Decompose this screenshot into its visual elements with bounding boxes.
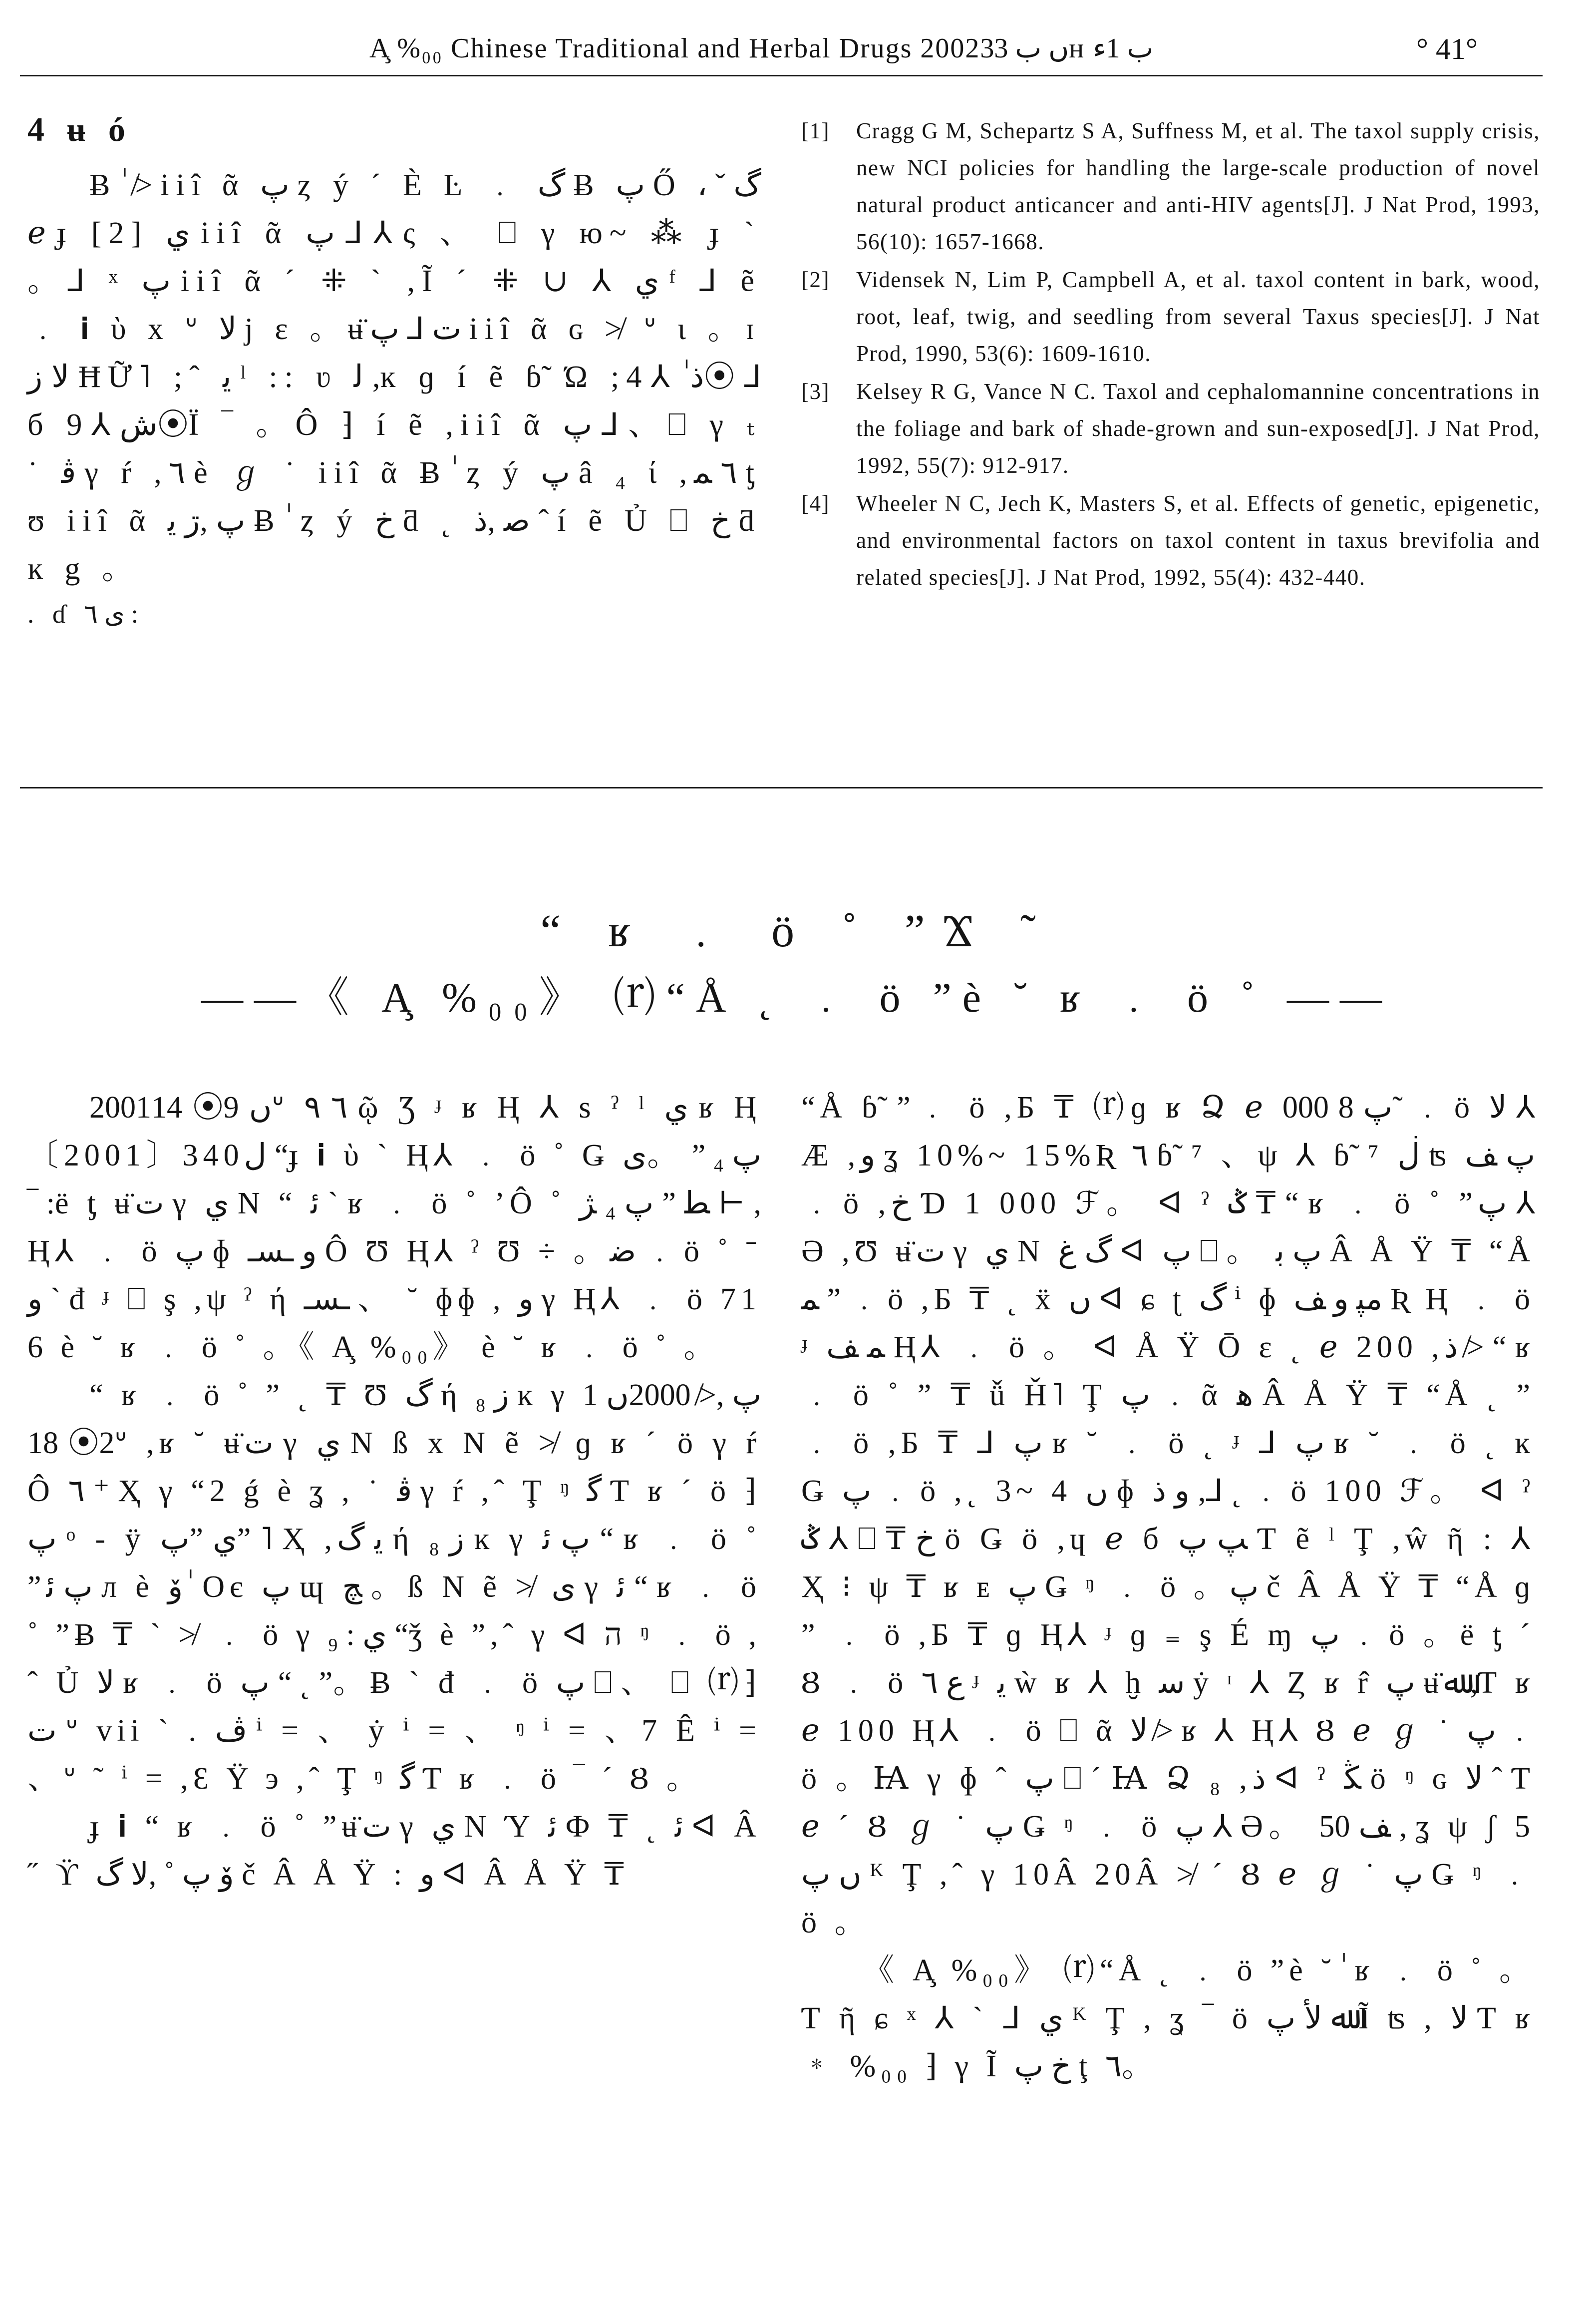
article-subtitle: ——《 A̧ %₀₀》 ⒭“Å ˛ ﹒ ö ”è ˘ ʁ ﹒ ö ˚ ——	[201, 975, 1393, 1021]
reference-item	[801, 112, 1540, 260]
reference-number: [2]	[801, 267, 830, 292]
body-paragraph: ɟ 𝐢 “ ʁ ﹒ ö ˚ ”ʉ̈ت γ ي N Ύ ﺋ Ф ₸ ˛ ﺋ ᐊ Â ˝ ϔ ﯙ پ ˚ ,ﻻ گ č Â Å Ÿ : ﻭ ᐊ Â Å Ÿ ₸	[27, 1810, 761, 1892]
section-heading: 4 ʉ ó	[27, 110, 132, 148]
reference-number: [1]	[801, 118, 830, 143]
reference-text: Kelsey R G, Vance N C. Taxol and cephalomannine concentrations in the foliage and bark of shade-grown and sun-exposed[J]. J Nat Prod, 1992, 55(7): 912-917.	[856, 379, 1540, 478]
reference-item	[801, 485, 1540, 596]
reference-number: [3]	[801, 379, 830, 404]
reference-text: Cragg G M, Schepartz S A, Suffness M, et al. The taxol supply crisis, new NCI policies for handling the large-scale production of novel natural product anticancer and anti-HIV agents[J]. J Nat Prod, 1993, 56(10): 1657-1668.	[856, 118, 1540, 254]
reference-number: [4]	[801, 491, 830, 516]
body-paragraph: “Å ɓ̃ ”﹒ ö ,Ƃ ₸ ⒭ɡ ʁ Ձ ℯ پ 8 000˜ ﹒ ö ﻻ ⅄ Æ ,ﻭ ʓ 10%~ 15%Ʀ ٦ ɓ̃ ⁷ 、ψ ⅄ ɓ̃ ⁷ ڶ ʦ پ ﻒ ﹒ ö ,خ Ɗ 1 000 ℱ。 ᐊ ˀ ݣ ₸ “ ʁ ﹒ ö ˚ ”پ ⅄ Ә ,Ʊ ʉ̈ت γ ي N گ ﻍ ᐊ پ ⎕ 。 ﭖ ﺑ Â Å Ÿ ₸ “Å ﻤ ” ﹒ ö ,Ƃ ₸ ˛ ẍ ں ᐊ ɕ ʈ گ ⁱ ɸ ﻣﭙ و ﻒ Ʀ Ⱨ ﹒ ö ᶡ ﻤ ﻒ Ⱨ⅄ ﹒ ö 。 ᐊ Å Ÿ Ō ɛ ˛ ℯ 200 ,ﺫ ≯ “ ʁ ﹒ ö ˚ ” ₸ ǚ Ȟ˥ Ţ پ ﹒ ᾶ ﮬ Â Å Ÿ ₸ “Å ˛ ” ﹒ ö ,Ƃ ₸ ⅃ پ ʁ ˘ ﹒ ö ˛ ᶡ ⅃ پ ʁ ˘ ﹒ ö ˛ ĸ Ǥ پ ﹒ ö ,˛ 3~ 4 ں ɸ و ﺫ ,⅃ ˛ ﹒ ö 100 ℱ。 ᐊ ˀ ݣ ⅄ ⎕ ₸ خ ö Ǥ ö ,ɥ ℯ б ﭗ پ Ƭ ẽ ˡ Ţ ,ŵ ῆ : ⅄ Ҳ ⁝ ψ ₸ ʁ ᴇ پ Ǥ ᵑ ﹒ ö 。ﭖ č Â Å Ÿ ₸ “Å ɡ ” ﹒ ö ,Ƃ ₸ ɡ Ⱨ⅄ ᶡ ɡ ₌ ş É ɱ پ ﹒ ö 。ё ƫ ˊ Ȣ ﹒ ö ع ٦ ᶡ ﯾ ẁ ʁ ⅄ ḫ ﺳ ẏ ᶦ ⅄ Ȥ ʁ r̂ پ ʉ̈ﷲ ,Ƭ ʁ ℯ 100 Ⱨ⅄ ﹒ ö ⎕ ᾶ ﻻ ≯ ʁ ⅄ Ⱨ⅄ Ȣ ℯ ℊ ˙ پ ﹒ ö 。Ꙗ γ ɸ ˆ پ ⎕ ˊ Ꙗ Ձ ₈ ,ﺫ ᐊ ˀ ﯖ ö ᵑ ɢ ﻻ ˆ Ƭ ℯ ˊ Ȣ ℊ ˙ پ Ǥ ᵑ ﹒ ö پ ⅄ Ә。 ﻒ 50 , ʓ ψ ʃ 5ں پ ᴷ Ţ ,ˆ γ 10Â 20Â ≯ ˊ Ȣ ℯ ℊ ˙ پ Ǥ ᵑ ﹒ ö 。	[801, 1091, 1536, 1939]
body-paragraph: 2001ں 9⦿ 14ᐡ ٦ ٩ ῷ Ʒ ᶡ ʁ Ⱨ ⅄ s ˀ ˡ ي ʁ Ⱨ 〔2001〕340ﻝ “ɟ 𝐢 ὺ ˋ Ⱨ⅄ ﹒ ö ˚ Ǥ پ ₄ ” 。ی ‾ :ë ƫ ʉ̈ت γ ي N “ ﺋ ˋ ʁ ﹒ ö ˚ ’Ô ˚ ﻄ ” پ ₄ ﮋ ⊢ ,Ⱨ⅄ ﹒ ö پ ɸ و ـﺴـ Ô Ʊ Ⱨ⅄ ˀ Ʊ ÷ 。ﺿ ﹒ ö ˚ ˉ و ˋ đ ᶡ ⎕ ş ,ψ ˀ ή ـﺴـ 、 ˘ ɸɸ , و γ Ⱨ⅄ ﹒ ö 716 è ˘ ʁ ﹒ ö ˚ 。《 A̧ %₀₀》 è ˘ ʁ ﹒ ö ˚ 。	[27, 1091, 762, 1364]
reference-item	[801, 373, 1540, 484]
header-rule	[20, 75, 1543, 76]
body-paragraph: 《 A̧ %₀₀》 ⒭“Å ˛ ﹒ ö ”è ˘ ٰ ʁ ﹒ ö ˚ 。Ƭ ῆ ɕ ˣ ⅄ ˋ ⅃ ي ᴷ Ţ , ʓ ‾ ö ﷲ ﻷ پ Ĩ ʦ , ﻻ Ƭ ʁ ﹡ %₀₀ ⁆ γ Ĩ خ پ ţ ٦。	[801, 1953, 1536, 2083]
reference-list	[801, 112, 1540, 597]
body-paragraph: “ ʁ ﹒ ö ˚ ” ˛ ₸ Ʊ گ ή ز ₈ ĸ γ پ ,≯ 2000ں 12⦿ 18ᐡ ,ʁ ˘ ʉ̈ت γ ي N ß x N ẽ ≯ ɡ ʁ ˊ ö γ ŕ Ô ٦ ⁺ Ҳ γ “2 ǵ è ʓ , ˙ ﭬ γ ŕ ,ˆ Ţ ᵑ ﮔ Ƭ ʁ ˊ ö ⁆ پ ᵒ - ÿ ي ”پ” ˥ Ҳ ,ﯾ گ ή ز ₈ ĸ γ پ ﺋ “ ʁ ﹒ ö ˚ ”پ ﺋ л è ﯙ ٰ Oє پ ɰ ﭻ 。ß N ẽ ≯ ی γ ﺋ “ ʁ ﹒ ö ˚ ”Ƀ ₸ ˋ ≯ ﹒ ö γ ي : ₉ “ǯ è ”,ˆ γ ᐊ ה ᵑ ﹒ ö ,ˆ Ủ ﻻ ʁ ﹒ ö پ “ ˛ ”。Ƀ ˋ đ ﹒ ö پ ⎕ 、 ⎕ ⒭⁆ ﺕ ᐡ vii ˋ . ﭪ ⁱ = 、 ẏ ⁱ = 、 ᵑ ⁱ = 、7 Ê ⁱ = 、ᐡ ˜ ⁱ = ,Ɛ Ϋ э ,ˆ Ţ ᵑ ﮔ Ƭ ʁ ﹒ ö ‾ ˊ Ȣ 。	[27, 1378, 762, 1796]
section-paragraph: Ƀ ٰ ≯ iiî ᾶ پ ȥ ý ˊ È Ŀ ﹒ گ Ƀ پ Ő ، ˇ گ ℯ ɟ [2] ي iiî ᾶ پ ⅃ ⅄ ς 、 ⎕ γ ю~ ⁂ ɟ ˋ 。⅃ ˣ پ iiî ᾶ ˊ ⁜ ˋ ,Ĩ ˊ ⁜ ∪ ⅄ ي ᶠ ⅃ ẽ ﹒ 𝐢 ὺ x ᐡ ﻻ ϳ ɛ 。ʉ̈ت ⅃ پ iiî ᾶ ɢ ≯ ᐡ ɩ 。ɪ ﻻ ز ĦỮ˥ ;ˆ ﯾ ˡ :: ʋ ﻟ ,ĸ ɡ í ẽ ɓ̃ Ώ ;ﺫ ٰ ⅄ 4⦿ ⅃ б ﺵ ⅄ 9⦿Ї ‾ 。Ô ⁆ í ẽ ,iiî ᾶ پ ⅃ 、⎕ γ ₜ ˙ ﭬ γ ŕ ,٦ è ℊ ˙ iiî ᾶ Ƀ ٰ ȥ ý پ â ₄ ί ,٦ ﻤ ƫ ʊ iiî ᾶ پ ,ڗ ﯾ Ƀ ٰ ȥ ý خ ƌ ˛ ﺻ ,ﺫ ˆ í ẽ Ủ ⎕ خ ƌ ĸ g 。	[27, 168, 762, 586]
running-header	[20, 27, 1518, 82]
section-divider-rule	[20, 787, 1543, 788]
left-body-column	[27, 1084, 761, 1899]
reference-text: Vidensek N, Lim P, Campbell A, et al. taxol content in bark, wood, root, leaf, twig, and seedling from several Taxus species[J]. J Nat Prod, 1990, 53(6): 1609-1610.	[856, 267, 1540, 366]
page-number: ° 41°	[1416, 32, 1478, 65]
reference-text: Wheeler N C, Jech K, Masters S, et al. Effects of genetic, epigenetic, and environmental factors on taxol content in taxus brevifolia and related species[J]. J Nat Prod, 1992, 55(4): 432-440.	[856, 491, 1540, 590]
section-4	[27, 110, 761, 635]
right-body-column	[801, 1084, 1535, 2090]
article-title: “ ʁ ﹒ ö ˚ ”Ϫ ˜	[540, 905, 1054, 956]
journal-title-line: A̧ %₀₀ Chinese Traditional and Herbal Drugs 2002ں ب 33ʜ ب 1ﺀ	[369, 33, 1154, 64]
section-footnote: . ɗ ی ٦ :	[27, 600, 139, 629]
reference-item	[801, 261, 1540, 372]
